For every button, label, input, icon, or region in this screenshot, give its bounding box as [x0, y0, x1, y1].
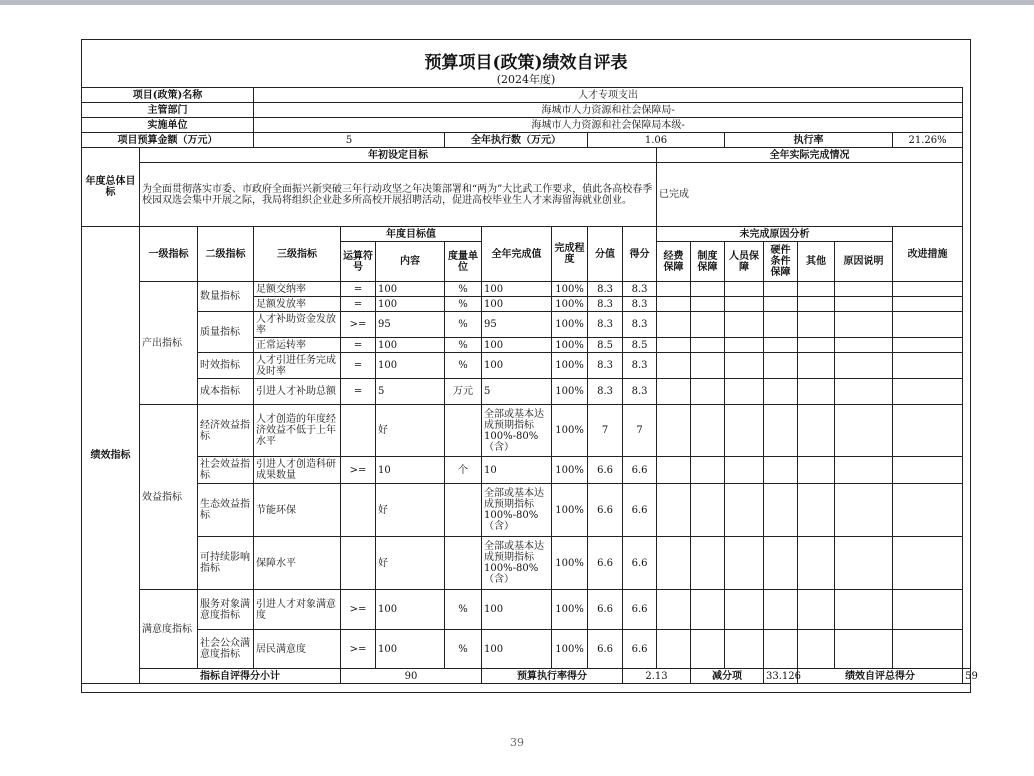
- total-score-label: 绩效自评总得分: [798, 669, 963, 684]
- table-row: [82, 457, 971, 484]
- indicator-degree: 100%: [552, 630, 588, 669]
- budget-amount-label: 项目预算金额（万元）: [82, 133, 254, 148]
- economic-group: 经济效益指标: [198, 405, 254, 457]
- budget-amount-value: 5: [254, 133, 445, 148]
- exec-rate-value: 21.26%: [893, 133, 963, 148]
- indicator-done: 全部或基本达成预期指标100%-80%（含）: [482, 484, 552, 537]
- indicator-degree: 100%: [552, 405, 588, 457]
- indicator-degree: 100%: [552, 282, 588, 297]
- satisfaction-category: 满意度指标: [140, 590, 198, 669]
- op-header: 运算符号: [341, 242, 376, 282]
- table-row: [82, 379, 971, 405]
- table-row: [82, 312, 971, 338]
- indicator-name: 引进人才补助总额: [254, 379, 341, 405]
- indicator-done: 95: [482, 312, 552, 338]
- indicator-op: =: [341, 297, 376, 312]
- dept-label: 主管部门: [82, 103, 254, 118]
- indicator-degree: 100%: [552, 537, 588, 590]
- budget-score-value: 2.13: [623, 669, 691, 684]
- indicator-done: 100: [482, 630, 552, 669]
- indicator-degree: 100%: [552, 312, 588, 338]
- sub-total-label: 指标自评得分小计: [140, 669, 341, 684]
- indicator-content: 100: [376, 338, 445, 353]
- indicator-op: >=: [341, 630, 376, 669]
- year-subtitle: (2024年度): [496, 73, 556, 86]
- indicator-score: 6.6: [623, 537, 657, 590]
- indicator-op: =: [341, 379, 376, 405]
- page-number: 39: [510, 736, 524, 749]
- indicator-unit: 万元: [445, 379, 482, 405]
- lvl2-header: 二级指标: [198, 227, 254, 282]
- sub-total-value: 90: [341, 669, 482, 684]
- exec-rate-label: 执行率: [725, 133, 893, 148]
- budget-score-label: 预算执行率得分: [482, 669, 623, 684]
- dept-row: [82, 103, 971, 118]
- indicator-name: 足额交纳率: [254, 282, 341, 297]
- indicator-name: 人才引进任务完成及时率: [254, 353, 341, 379]
- indicator-unit: %: [445, 338, 482, 353]
- reason-system-header: 制度保障: [691, 242, 725, 282]
- indicator-op: =: [341, 353, 376, 379]
- indicator-name: 人才补助资金发放率: [254, 312, 341, 338]
- indicator-done: 100: [482, 353, 552, 379]
- reason-funding-header: 经费保障: [657, 242, 691, 282]
- indicator-content: 100: [376, 297, 445, 312]
- indicator-score: 8.3: [623, 312, 657, 338]
- actual-text: 已完成: [657, 163, 963, 227]
- indicator-unit: %: [445, 312, 482, 338]
- indicator-content: 5: [376, 379, 445, 405]
- quantity-group: 数量指标: [198, 282, 254, 312]
- project-name-label: 项目(政策)名称: [82, 88, 254, 103]
- table-row: [82, 484, 971, 537]
- indicator-header-row-1: [82, 227, 971, 242]
- annual-exec-value: 1.06: [588, 133, 725, 148]
- deduction-label: 减分项: [691, 669, 764, 684]
- goal-text: 为全面贯彻落实市委、市政府全面振兴新突破三年行动攻坚之年决策部署和“两为”大比武工作要求，值此各高校春季校园双选会集中开展之际，我局将组织企业赴多所高校开展招聘活动，促进高校毕业生人才来海留海就业创业。: [140, 163, 657, 227]
- score-value-header: 分值: [588, 227, 623, 282]
- project-name-row: [82, 88, 971, 103]
- indicator-score: 8.3: [623, 353, 657, 379]
- table-row: [82, 282, 971, 297]
- initial-goal-header: 年初设定目标: [140, 148, 657, 163]
- page-title: 预算项目(政策)绩效自评表: [424, 53, 628, 73]
- project-name-value: 人才专项支出: [254, 88, 963, 103]
- table-row: [82, 537, 971, 590]
- table-row: [82, 630, 971, 669]
- summary-row: [82, 669, 971, 684]
- overall-goal-label: 年度总体目标: [82, 148, 140, 227]
- evaluation-sheet: [81, 39, 978, 693]
- indicator-value: 8.5: [588, 338, 623, 353]
- annual-exec-label: 全年执行数（万元）: [445, 133, 588, 148]
- indicator-op: >=: [341, 312, 376, 338]
- annual-done-header: 全年完成值: [482, 227, 552, 282]
- indicator-name: 节能环保: [254, 484, 341, 537]
- indicator-degree: 100%: [552, 484, 588, 537]
- indicator-content: 100: [376, 353, 445, 379]
- indicator-op: [341, 484, 376, 537]
- indicator-done: 10: [482, 457, 552, 484]
- indicator-content: 100: [376, 630, 445, 669]
- output-category: 产出指标: [140, 282, 198, 405]
- unit-header: 度量单位: [445, 242, 482, 282]
- perf-label: 绩效指标: [82, 227, 140, 684]
- indicator-content: 100: [376, 282, 445, 297]
- deduction-value: 33.126: [764, 669, 798, 684]
- cost-group: 成本指标: [198, 379, 254, 405]
- indicator-degree: 100%: [552, 590, 588, 630]
- reason-analysis-header: 未完成原因分析: [657, 227, 893, 242]
- lvl3-header: 三级指标: [254, 227, 341, 282]
- indicator-score: 8.3: [623, 282, 657, 297]
- indicator-value: 8.3: [588, 297, 623, 312]
- indicator-op: >=: [341, 590, 376, 630]
- indicator-op: =: [341, 338, 376, 353]
- indicator-unit: [445, 484, 482, 537]
- sustainable-group: 可持续影响指标: [198, 537, 254, 590]
- impl-label: 实施单位: [82, 118, 254, 133]
- indicator-name: 引进人才对象满意度: [254, 590, 341, 630]
- indicator-value: 6.6: [588, 484, 623, 537]
- indicator-unit: %: [445, 590, 482, 630]
- lvl1-header: 一级指标: [140, 227, 198, 282]
- table-row: [82, 353, 971, 379]
- indicator-op: [341, 537, 376, 590]
- indicator-op: =: [341, 282, 376, 297]
- indicator-name: 引进人才创造科研成果数量: [254, 457, 341, 484]
- total-score-value: 59: [963, 669, 971, 684]
- public-sat-group: 社会公众满意度指标: [198, 630, 254, 669]
- indicator-unit: [445, 537, 482, 590]
- indicator-value: 6.6: [588, 537, 623, 590]
- indicator-name: 正常运转率: [254, 338, 341, 353]
- indicator-content: 100: [376, 590, 445, 630]
- reason-note-header: 原因说明: [835, 242, 893, 282]
- indicator-unit: %: [445, 297, 482, 312]
- indicator-degree: 100%: [552, 353, 588, 379]
- indicator-score: 8.3: [623, 297, 657, 312]
- indicator-done: 全部或基本达成预期指标100%-80%（含）: [482, 405, 552, 457]
- timeliness-group: 时效指标: [198, 353, 254, 379]
- indicator-degree: 100%: [552, 379, 588, 405]
- impl-row: [82, 118, 971, 133]
- indicator-degree: 100%: [552, 457, 588, 484]
- indicator-op: >=: [341, 457, 376, 484]
- indicator-degree: 100%: [552, 338, 588, 353]
- indicator-value: 8.3: [588, 379, 623, 405]
- indicator-value: 8.3: [588, 353, 623, 379]
- social-group: 社会效益指标: [198, 457, 254, 484]
- indicator-unit: %: [445, 282, 482, 297]
- goal-header-row: [82, 148, 971, 163]
- indicator-score: 8.3: [623, 379, 657, 405]
- indicator-name: 人才创造的年度经济效益不低于上年水平: [254, 405, 341, 457]
- indicator-unit: [445, 405, 482, 457]
- indicator-done: 5: [482, 379, 552, 405]
- impl-value: 海城市人力资源和社会保障局本级-: [254, 118, 963, 133]
- indicator-value: 6.6: [588, 630, 623, 669]
- indicator-score: 6.6: [623, 457, 657, 484]
- ecological-group: 生态效益指标: [198, 484, 254, 537]
- indicator-value: 6.6: [588, 590, 623, 630]
- effect-category: 效益指标: [140, 405, 198, 590]
- indicator-unit: %: [445, 630, 482, 669]
- viewer-top-bar: [0, 0, 1034, 5]
- indicator-score: 8.5: [623, 338, 657, 353]
- indicator-score: 6.6: [623, 484, 657, 537]
- indicator-done: 100: [482, 338, 552, 353]
- reason-staff-header: 人员保障: [725, 242, 764, 282]
- indicator-score: 7: [623, 405, 657, 457]
- indicator-score: 6.6: [623, 590, 657, 630]
- indicator-op: [341, 405, 376, 457]
- indicator-done: 全部或基本达成预期指标100%-80%（含）: [482, 537, 552, 590]
- evaluation-table: [81, 87, 978, 684]
- indicator-content: 好: [376, 405, 445, 457]
- indicator-done: 100: [482, 590, 552, 630]
- content-header: 内容: [376, 242, 445, 282]
- indicator-name: 保障水平: [254, 537, 341, 590]
- indicator-content: 好: [376, 484, 445, 537]
- annual-target-header: 年度目标值: [341, 227, 482, 242]
- score-header: 得分: [623, 227, 657, 282]
- indicator-name: 足额发放率: [254, 297, 341, 312]
- dept-value: 海城市人力资源和社会保障局-: [254, 103, 963, 118]
- reason-hardware-header: 硬件条件保障: [764, 242, 798, 282]
- improve-header: 改进措施: [893, 227, 963, 282]
- indicator-value: 8.3: [588, 282, 623, 297]
- indicator-done: 100: [482, 282, 552, 297]
- indicator-value: 8.3: [588, 312, 623, 338]
- indicator-value: 6.6: [588, 457, 623, 484]
- table-row: [82, 405, 971, 457]
- indicator-value: 7: [588, 405, 623, 457]
- indicator-score: 6.6: [623, 630, 657, 669]
- quality-group: 质量指标: [198, 312, 254, 353]
- indicator-unit: 个: [445, 457, 482, 484]
- indicator-name: 居民满意度: [254, 630, 341, 669]
- indicator-degree: 100%: [552, 297, 588, 312]
- done-degree-header: 完成程度: [552, 227, 588, 282]
- indicator-content: 95: [376, 312, 445, 338]
- actual-header: 全年实际完成情况: [657, 148, 963, 163]
- table-row: [82, 590, 971, 630]
- indicator-unit: %: [445, 353, 482, 379]
- budget-row: [82, 133, 971, 148]
- indicator-content: 10: [376, 457, 445, 484]
- indicator-done: 100: [482, 297, 552, 312]
- goal-content-row: [82, 163, 971, 227]
- reason-other-header: 其他: [798, 242, 835, 282]
- indicator-content: 好: [376, 537, 445, 590]
- service-sat-group: 服务对象满意度指标: [198, 590, 254, 630]
